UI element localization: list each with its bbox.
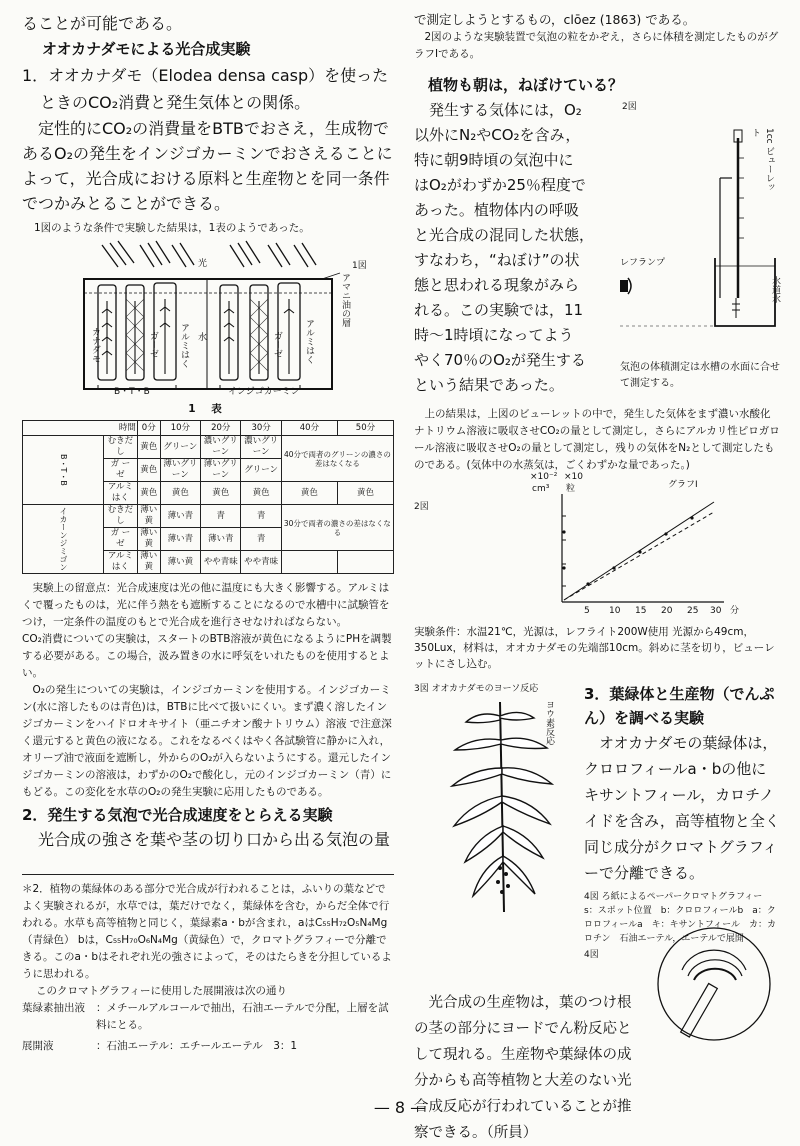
graph-xtick: 20	[661, 606, 673, 616]
asleep-line: はO₂がわずか25％程度で	[414, 176, 586, 194]
table-col-2: 20分	[201, 421, 241, 436]
footnote-divider	[22, 874, 394, 875]
graph-xtick: 25	[687, 606, 699, 616]
right-intro: 2図のような実験装置で気泡の粒をかぞえ，さらに体積を測定したものがグラフⅠである。	[414, 31, 779, 60]
fn-row-key: 展開液	[22, 1040, 54, 1052]
table-col-3: 30分	[241, 421, 281, 436]
table-cell: アルミはく	[104, 482, 138, 505]
figure-1	[22, 239, 394, 399]
final-paragraph: 光合成の生産物は，葉のつけ根の茎の部分にヨードでん粉反応として現れる。生産物や葉緑体の成分からも高等植物と大差のない光合成反応が行われていることが推察できる。（所員）	[414, 995, 632, 1141]
fig1-label: 1図	[352, 261, 367, 271]
s2-body: 光合成の強さを葉や茎の切り口から出る気泡の量	[38, 830, 391, 849]
table-row	[23, 505, 394, 528]
fig3-side-label: ヨウ素反応	[544, 700, 554, 745]
s3-body: オオカナダモの葉緑体は，クロロフィールa・bの他にキサントフィール，カロチノイドを含み，高等植物と全く同じ成分がクロマトグラフィーで分離できる。	[584, 734, 780, 882]
s1-body: 定性的にCO₂の消費量をBTBでおさえ，生成物であるO₂の発生をインジゴカーミンでおさえることによって，光合成における原料と生産物とを同一条件でつかみとることができる。	[22, 119, 393, 213]
graph-xtick: 15	[635, 606, 647, 616]
table-cell: 40分で両者のグリーンの濃さの差はなくなる	[281, 436, 393, 482]
asleep-line: という結果であった。	[414, 376, 564, 394]
table-cell: 黄色	[137, 459, 160, 482]
table-cell: むきだし	[104, 505, 138, 528]
table-cell: 薄いグリーン	[160, 459, 200, 482]
fig1-gauze-label: ガーゼ	[148, 331, 158, 358]
fig2-caption: 気泡の体積測定は水槽の水面に合せて測定する。	[620, 362, 780, 389]
table-cell: むきだし	[104, 436, 138, 459]
table-row	[23, 436, 394, 459]
fn-row-0	[22, 1000, 394, 1034]
fig1-oil-label: アマニ油の層	[340, 273, 350, 327]
graph-fig-label: 2図	[414, 502, 429, 512]
fig4-caption: 4図 ろ紙によるペーパークロマトグラフィー s：スポット位置 b：クロロフィールb a：クロロフィールa キ：キサントフィール カ：カロチン 石油エーテル，エーテルで展開	[584, 892, 776, 944]
fig1-alumi2-label: アルミはく	[304, 319, 314, 364]
table-cell: ガ ー ゼ	[104, 459, 138, 482]
s1-title-l2: ときのCO₂消費と発生気体との関係。	[40, 93, 311, 112]
asleep-line: 以外にN₂やCO₂を含み，	[414, 126, 581, 144]
table-cell: グリーン	[241, 459, 281, 482]
table-title: 1 表	[188, 403, 228, 415]
left-column	[22, 10, 394, 1055]
fig1-kanada-label: カナダモ	[90, 327, 100, 363]
fn-row-1	[22, 1038, 394, 1055]
table-cell: 青	[241, 528, 281, 551]
section-title: オオカナダモによる光合成実験	[42, 40, 251, 58]
table-cell: 薄い黄	[137, 505, 160, 528]
figure-2	[620, 98, 780, 398]
table-group-btb: B・T・B	[23, 436, 104, 505]
fig2-lamp-label: レフランプ	[620, 258, 666, 268]
note-1: CO₂消費についての実験は，スタートのBTB溶液が黄色になるようにPHを調製する必要がある。この場合，汲み置きの水に呼気をいれたものを使用するとよい。	[22, 633, 392, 679]
asleep-line: 特に朝9時頃の気泡中に	[414, 151, 574, 169]
graph-yunit-4: 粒	[566, 484, 576, 494]
note-0: 実験上の留意点：光合成速度は光の他に温度にも大きく影響する。アルミはくで覆ったものは，光に伴う熱をも遮断することになるので水槽中に試験管をつけ，一定条件の温度のもとで光合成を進行させなければならない。	[22, 582, 390, 628]
graph-xtick: 10	[609, 606, 621, 616]
page-number: — 8 —	[373, 1098, 427, 1117]
table-cell: 薄い黄	[137, 528, 160, 551]
right-column	[414, 10, 780, 1141]
table-cell: アルミはく	[104, 551, 138, 574]
fig2-burette-label: 1cc ビューレット	[750, 128, 774, 192]
table-time-label: 時間	[23, 421, 138, 436]
table-cell: 薄い青	[160, 505, 200, 528]
asleep-body	[414, 98, 614, 398]
graph-yunit-3: ×10	[564, 472, 583, 482]
graph-xunit: 分	[730, 606, 740, 616]
results-table	[22, 420, 394, 574]
graph-1	[414, 472, 780, 624]
table-header-row	[23, 421, 394, 436]
table-cell: グリーン	[160, 436, 200, 459]
fig1-gauze2-label: ガーゼ	[272, 331, 282, 358]
table-cell: 薄い青	[201, 528, 241, 551]
fig4-label: 4図	[584, 950, 599, 960]
fig1-btb-label: B・T・B	[114, 387, 150, 397]
asleep-line: 態と思われる現象がみら	[414, 276, 580, 294]
table-cell: やや青味	[241, 551, 281, 574]
asleep-line: やく70％のO₂が発生する	[414, 351, 586, 369]
table-group-indigo: イカーンジミゴン	[23, 505, 104, 574]
measurement-paragraph: 上の結果は，上図のビューレットの中で，発生した気体をまず濃い水酸化ナトリウム溶液に吸収させCO₂の量として測定し，さらにアルカリ性ピロガロール溶液に吸収させO₂の量として測定し，残りの気体をN₂として測定したものである。(気体中の水蒸気は，ごくわずかな量であった。)	[414, 408, 780, 471]
s2-title: 2．発生する気泡で光合成速度をとらえる実験	[22, 806, 333, 824]
fig1-intro: 1図のような条件で実験した結果は，1表のようであった。	[34, 222, 310, 234]
figure-4-chromatography	[652, 922, 776, 1046]
right-opening-line: で測定しようとするもの，clōez (1863) である。	[414, 12, 696, 27]
fig2-label: 2図	[622, 102, 637, 112]
s1-title-l1: 1．オオカナダモ（Elodea densa casp）を使った	[22, 66, 389, 85]
fn-row-key: 葉緑素抽出液	[22, 1002, 85, 1014]
figure-3-plant	[434, 696, 564, 916]
graph-title: グラフⅠ	[668, 480, 698, 490]
table-cell	[337, 551, 393, 574]
table-col-5: 50分	[337, 421, 393, 436]
table-cell: 濃いグリーン	[201, 436, 241, 459]
graph-xtick: 5	[584, 606, 590, 616]
experiment-conditions: 実験条件：水温21℃，光源は，レフライト200W使用 光源から49cm，350Lux，材料は，オオカナダモの先端部10cm。斜めに茎を切り，ビューレットにさし込む。	[414, 626, 775, 670]
table-cell	[281, 551, 337, 574]
table-col-0: 0分	[137, 421, 160, 436]
table-cell: ガ ー ゼ	[104, 528, 138, 551]
asleep-line: あった。植物体内の呼吸	[414, 201, 579, 219]
asleep-line: 時～1時頃になってよう	[414, 326, 574, 344]
asleep-block	[414, 98, 780, 400]
table-cell: 薄いグリーン	[201, 459, 241, 482]
table-cell: 黄色	[281, 482, 337, 505]
table-cell: やや青味	[201, 551, 241, 574]
table-col-4: 40分	[281, 421, 337, 436]
table-cell: 薄い黄	[137, 551, 160, 574]
table-cell: 黄色	[201, 482, 241, 505]
asleep-line: と光合成の混同した状態，	[414, 226, 595, 244]
asleep-heading: 植物も朝は，ねぼけている？	[428, 76, 624, 94]
left-opening-line: ることが可能である。	[22, 14, 183, 33]
table-cell: 黄色	[337, 482, 393, 505]
graph-yunit-1: ×10⁻²	[530, 472, 558, 482]
fig1-light-label: 光	[198, 259, 208, 269]
final-block	[414, 914, 780, 1141]
table-cell: 黄色	[137, 436, 160, 459]
fn-row-value: ：石油エーテル：エチールエーテル 3：1	[96, 1040, 298, 1052]
fig3-caption: 3図 オオカナダモのヨーソ反応	[414, 684, 539, 694]
s3-title: 3．葉緑体と生産物（でんぷん）を調べる実験	[584, 685, 775, 727]
table-cell: 黄色	[160, 482, 200, 505]
table-cell: 30分で両者の濃さの差はなくなる	[281, 505, 393, 551]
table-cell: 黄色	[137, 482, 160, 505]
table-col-1: 10分	[160, 421, 200, 436]
fig1-alumi-label: アルミはく	[179, 323, 189, 368]
fn-row-value: ：メチールアルコールで抽出，石油エーテルで分配，上層を試料にとる。	[96, 1002, 389, 1031]
table-cell: 青	[201, 505, 241, 528]
note-2: O₂の発生についての実験は，インジゴカーミンを使用する。インジゴカーミン(水に溶したものは青色)は，BTBに比べて扱いにくい。まず濃く溶したインジゴカーミンをハイドロオキサイト（亜ニチオン酸ナトリウム）溶液 で注意深く還元すると黄色の液になる。これをなるべくはやく各試験管に静かに入れ，オリーブ油で液面を遮断し，外からのO₂が入らないようにする。還元したインジゴカーミンの溶液は，わずかのO₂で酸化し，元のインジゴカーミン（青）にもどる。この変化を水草のO₂の発生実験に応用したものである。	[22, 684, 392, 798]
table-cell: 薄い青	[160, 528, 200, 551]
graph-1-drawing	[414, 476, 780, 624]
graph-xtick: 30	[710, 606, 722, 616]
table-cell: 薄い黄	[160, 551, 200, 574]
table-cell: 黄色	[241, 482, 281, 505]
asleep-line: れる。この実験では，11	[414, 301, 584, 319]
fig2-tank-label: 水道水	[770, 276, 780, 303]
graph-yunit-2: cm³	[532, 484, 550, 494]
asleep-line: 発生する気体には，O₂	[429, 101, 582, 119]
fig1-indigo-label: インジゴカーミン	[228, 387, 300, 397]
asleep-line: すなわち，“ねぼけ”の状	[414, 251, 580, 269]
footnote-0: ＊2．植物の葉緑体のある部分で光合成が行われることは，ふいりの葉などでよく実験されるが，水草では，葉だけでなく，葉緑体を含む，からだ全体で行われる。水草も高等植物と同じく，葉緑素a・bが含まれ，aはC₅₅H₇₂O₅N₄Mg（青緑色） bは，C₅₅H₇₀O₆N₄Mg（黄緑色）で，クロマトグラフィーで分離できる。このa・bはそれぞれ光の強さによって，そのはたらきを分担しているように思われる。	[22, 883, 392, 980]
table-cell: 濃いグリーン	[241, 436, 281, 459]
table-cell: 青	[241, 505, 281, 528]
footnote-1: このクロマトグラフィーに使用した展開液は次の通り	[36, 985, 287, 997]
fig1-water-label: 水	[198, 333, 208, 343]
